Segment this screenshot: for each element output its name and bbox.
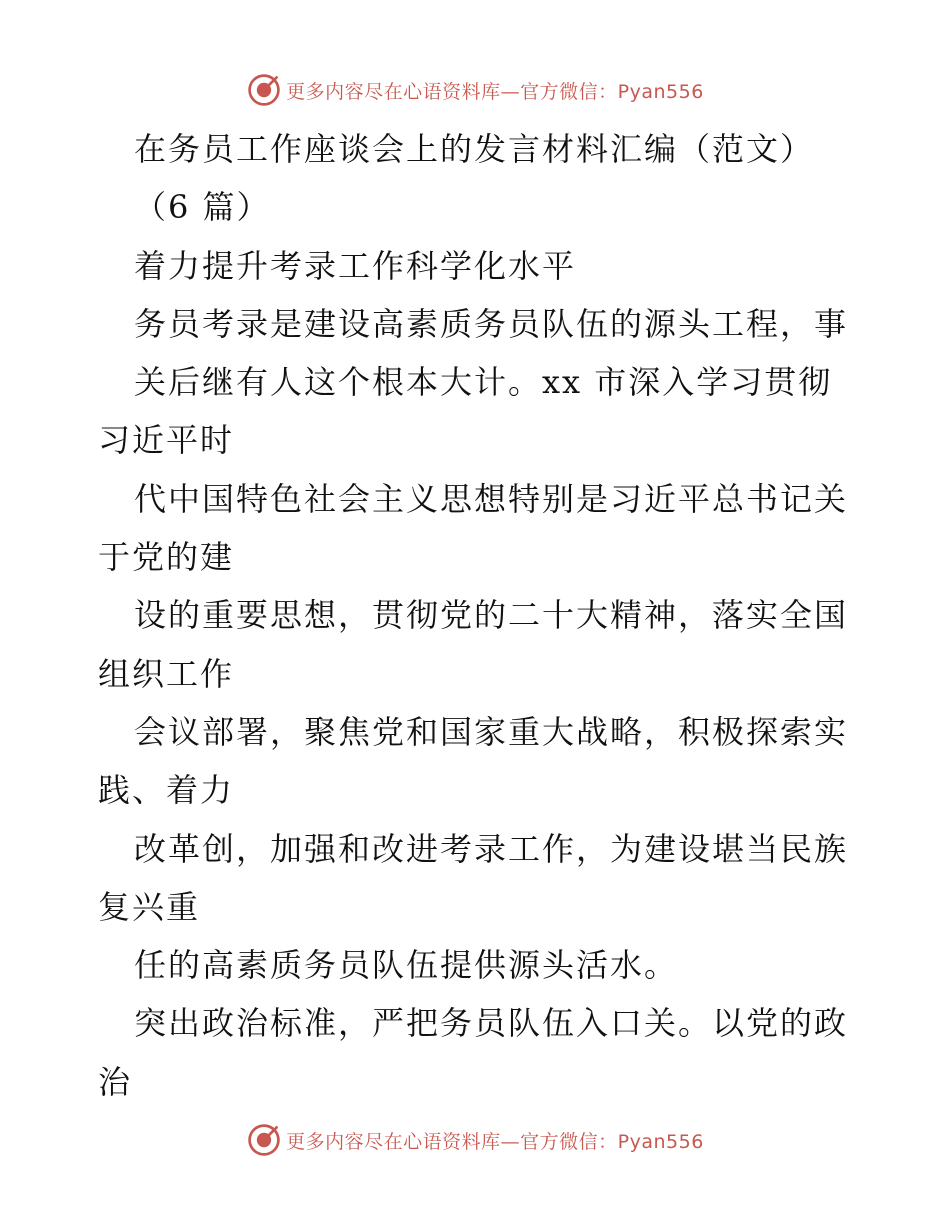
paragraph-line: 治 <box>98 1062 133 1101</box>
document-title: 在务员工作座谈会上的发言材料汇编（范文） <box>134 130 815 168</box>
pen-logo-icon <box>246 72 282 108</box>
paragraph-line: 任的高素质务员队伍提供源头活水。 <box>134 946 679 985</box>
wechat-id: Pyan556 <box>617 80 704 103</box>
paragraph-line: 习近平时 <box>98 421 235 460</box>
paragraph-line: 代中国特色社会主义思想特别是习近平总书记关 <box>134 479 849 518</box>
paragraph-line: 组织工作 <box>98 654 235 693</box>
paragraph-line: 务员考录是建设高素质务员队伍的源头工程，事 <box>134 304 849 343</box>
paragraph-line: 设的重要思想，贯彻党的二十大精神，落实全国 <box>134 596 849 635</box>
banner-text: 更多内容尽在心语资料库—官方微信：Pyan556 <box>286 1130 704 1153</box>
section-heading: 着力提升考录工作科学化水平 <box>134 246 577 285</box>
pen-logo-icon <box>246 1122 282 1158</box>
paragraph-line: 突出政治标准，严把务员队伍入口关。以党的政 <box>134 1004 849 1043</box>
document-title-count: （6 篇） <box>134 188 271 227</box>
footer-banner <box>0 1120 950 1160</box>
document-body <box>98 120 868 1111</box>
paragraph-line: 于党的建 <box>98 538 235 577</box>
paragraph-line: 关后继有人这个根本大计。xx 市深入学习贯彻 <box>134 363 833 402</box>
paragraph-line: 践、着力 <box>98 771 235 810</box>
paragraph-line: 改革创，加强和改进考录工作，为建设堪当民族 <box>134 829 849 868</box>
paragraph-line: 会议部署，聚焦党和国家重大战略，积极探索实 <box>134 712 849 751</box>
header-banner <box>0 70 950 110</box>
paragraph-line: 复兴重 <box>98 887 201 926</box>
banner-text: 更多内容尽在心语资料库—官方微信：Pyan556 <box>286 80 704 103</box>
wechat-id: Pyan556 <box>617 1130 704 1153</box>
